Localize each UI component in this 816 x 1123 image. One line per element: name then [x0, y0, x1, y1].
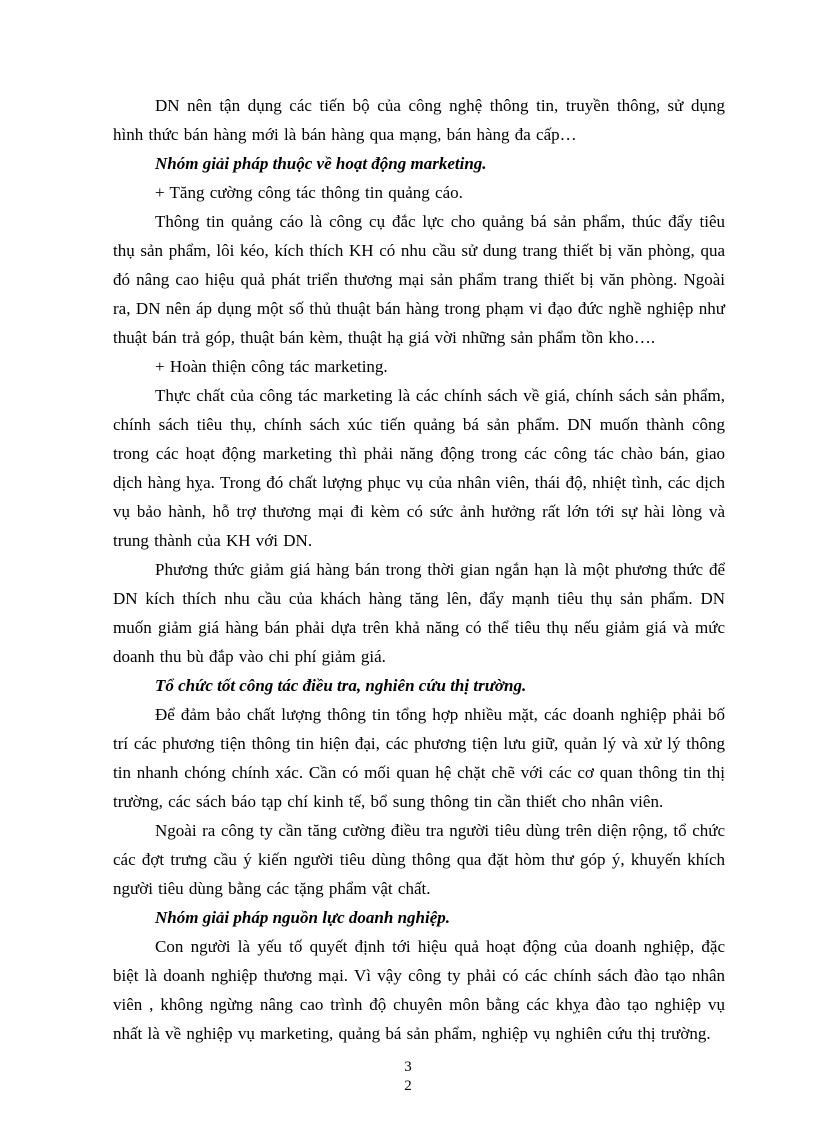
paragraph-staff-training: Con người là yếu tố quyết định tới hiệu quả hoạt động của doanh nghiệp, đặc biệt là doanh nghiệp thương mại. Vì vậy công ty phải có các chính sách đào tạo nhân viên , không ngừng nâng cao trình độ chuyên môn bằng các khỵa đào tạo nghiệp vụ nhất là về nghiệp vụ marketing, quảng bá sản phẩm, nghiệp vụ nghiên cứu thị trường. — [113, 937, 725, 1043]
document-body — [113, 91, 725, 1048]
heading-marketing-solutions: Nhóm giải pháp thuộc về hoạt động marketing. — [155, 154, 487, 173]
heading-market-research: Tổ chức tốt công tác điều tra, nghiên cứu thị trường. — [155, 676, 527, 695]
page-number-bottom: 2 — [404, 1078, 412, 1094]
paragraph-consumer-survey: Ngoài ra công ty cần tăng cường điều tra người tiêu dùng trên diện rộng, tổ chức các đợt trưng cầu ý kiến người tiêu dùng thông qua đặt hòm thư góp ý, khuyến khích người tiêu dùng bằng các tặng phẩm vật chất. — [113, 821, 725, 898]
heading-human-resources: Nhóm giải pháp nguồn lực doanh nghiệp. — [155, 908, 451, 927]
page-number-top: 3 — [404, 1059, 412, 1075]
paragraph-information-quality: Để đảm bảo chất lượng thông tin tổng hợp nhiều mặt, các doanh nghiệp phải bố trí các phương tiện thông tin hiện đại, các phương tiện lưu giữ, quản lý và xử lý thông tin nhanh chóng chính xác. Cần có mối quan hệ chặt chẽ với các cơ quan thông tin thị trường, các sách báo tạp chí kinh tế, bổ sung thông tin cần thiết cho nhân viên. — [113, 705, 725, 811]
paragraph-price-reduction: Phương thức giảm giá hàng bán trong thời gian ngắn hạn là một phương thức để DN kích thích nhu cầu của khách hàng tăng lên, đẩy mạnh tiêu thụ sản phẩm. DN muốn giảm giá hàng bán phải dựa trên khả năng có thể tiêu thụ nếu giảm giá và mức doanh thu bù đắp vào chi phí giảm giá. — [113, 560, 725, 666]
paragraph-advertising: Thông tin quảng cáo là công cụ đắc lực cho quảng bá sản phẩm, thúc đẩy tiêu thụ sản phẩm, lôi kéo, kích thích KH có nhu cầu sử dung trang thiết bị văn phòng, qua đó nâng cao hiệu quả phát triển thương mại sản phẩm trang thiết bị văn phòng. Ngoài ra, DN nên áp dụng một số thủ thuật bán hàng trong phạm vi đạo đức nghề nghiệp như thuật bán trả góp, thuật bán kèm, thuật hạ giá vời những sản phẩm tồn kho…. — [113, 212, 725, 347]
paragraph-marketing-policies: Thực chất của công tác marketing là các chính sách về giá, chính sách sản phẩm, chính sách tiêu thụ, chính sách xúc tiến quảng bá sản phẩm. DN muốn thành công trong các hoạt động marketing thì phải năng động trong các công tác chào bán, giao dịch hàng hỵa. Trong đó chất lượng phục vụ của nhân viên, thái độ, nhiệt tình, các dịch vụ bảo hành, hỗ trợ thương mại đi kèm có sức ảnh hưởng rất lớn tới sự hài lòng và trung thành của KH với DN. — [113, 386, 725, 550]
paragraph-online-sales: DN nên tận dụng các tiến bộ của công nghệ thông tin, truyền thông, sử dụng hình thức bán hàng mới là bán hàng qua mạng, bán hàng đa cấp… — [113, 96, 725, 144]
paragraph-advertising-subheading: + Tăng cường công tác thông tin quảng cáo. — [155, 183, 463, 202]
paragraph-marketing-subheading: + Hoàn thiện công tác marketing. — [155, 357, 388, 376]
